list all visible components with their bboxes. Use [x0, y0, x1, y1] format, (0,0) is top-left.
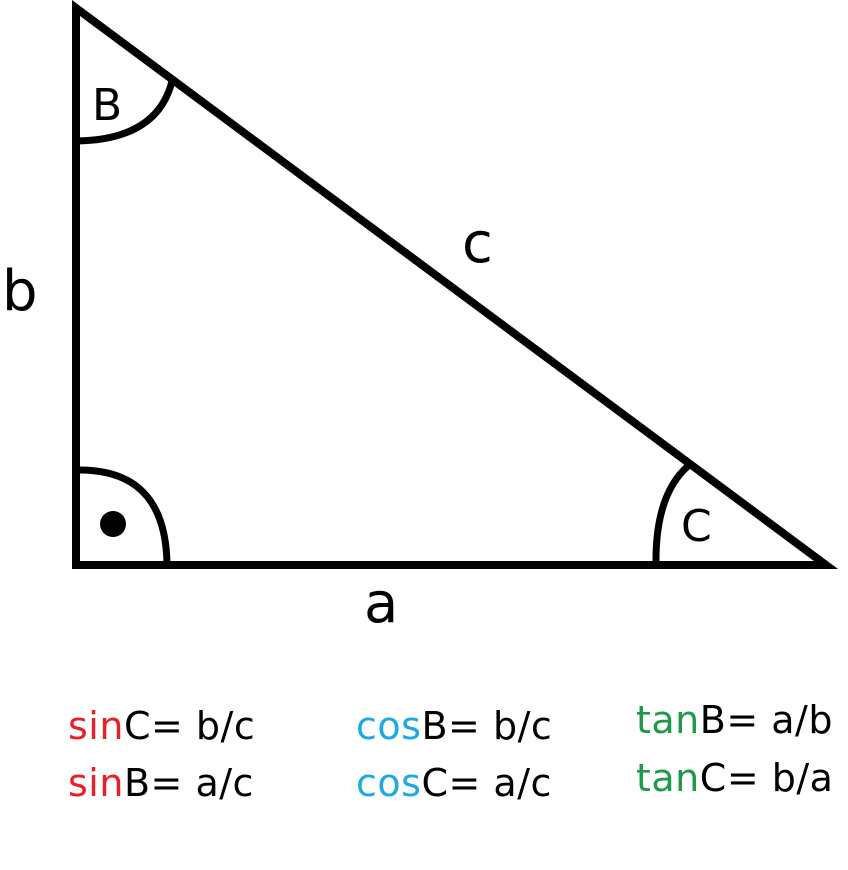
formula-cos-c: [356, 761, 552, 805]
angle-c-label: C: [681, 501, 712, 552]
right-triangle: [76, 8, 826, 565]
formula-function: cos: [356, 761, 422, 805]
formula-sin-b: [68, 761, 254, 805]
formula-function: tan: [636, 698, 700, 742]
angle-b-arc: [76, 77, 173, 141]
formula-function: tan: [636, 756, 700, 800]
formula-expression: B= b/c: [421, 704, 553, 748]
formula-cos-b: [356, 704, 553, 748]
formula-tan-b: [636, 698, 833, 742]
side-b-label: b: [2, 259, 38, 324]
side-a-label: a: [364, 571, 399, 636]
formula-function: sin: [68, 761, 124, 805]
formula-expression: B= a/b: [699, 698, 833, 742]
formula-expression: C= a/c: [421, 761, 552, 805]
formula-expression: B= a/c: [123, 761, 254, 805]
side-c-label: c: [462, 211, 493, 276]
formula-sin-c: [68, 704, 256, 748]
formula-tan-c: [636, 756, 834, 800]
formula-function: cos: [356, 704, 422, 748]
right-angle-dot-icon: [100, 511, 126, 537]
formula-function: sin: [68, 704, 124, 748]
formula-expression: C= b/a: [699, 756, 834, 800]
formula-expression: C= b/c: [123, 704, 256, 748]
angle-b-label: B: [92, 80, 123, 131]
